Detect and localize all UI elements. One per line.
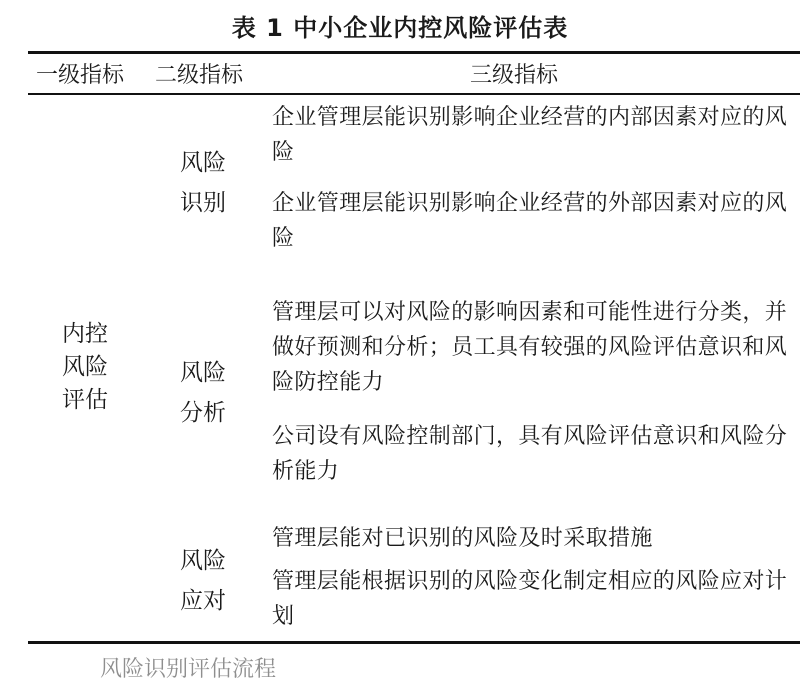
level1-indicator [62,318,122,417]
level3-item: 企业管理层能识别影响企业经营的外部因素对应的风险 [272,191,788,251]
level2-risk-analysis: 风险 分析 [180,360,226,426]
level2-risk-response: 风险 应对 [180,548,226,614]
header-level1: 一级指标 [36,63,125,88]
table-header-rule [28,93,800,95]
level1-label: 内控 风险 评估 [62,321,108,413]
table-title: 表 1 中小企业内控风险评估表 [231,14,569,42]
level3-item: 企业管理层能识别影响企业经营的内部因素对应的风险 [272,105,788,165]
header-level3: 三级指标 [470,63,559,88]
level3-item: 公司设有风险控制部门，具有风险评估意识和风险分析能力 [272,424,788,484]
level2-risk-identification: 风险 识别 [180,150,226,216]
header-level2: 二级指标 [155,63,244,88]
table-bottom-rule [28,641,800,644]
body-text-fragment: 风险识别评估流程 [100,657,277,682]
level3-item: 管理层可以对风险的影响因素和可能性进行分类，并做好预测和分析；员工具有较强的风险评估意识和风险防控能力 [272,300,788,395]
level3-item: 管理层能根据识别的风险变化制定相应的风险应对计划 [272,569,788,629]
level3-item: 管理层能对已识别的风险及时采取措施 [272,526,653,551]
table-top-rule [28,51,800,54]
